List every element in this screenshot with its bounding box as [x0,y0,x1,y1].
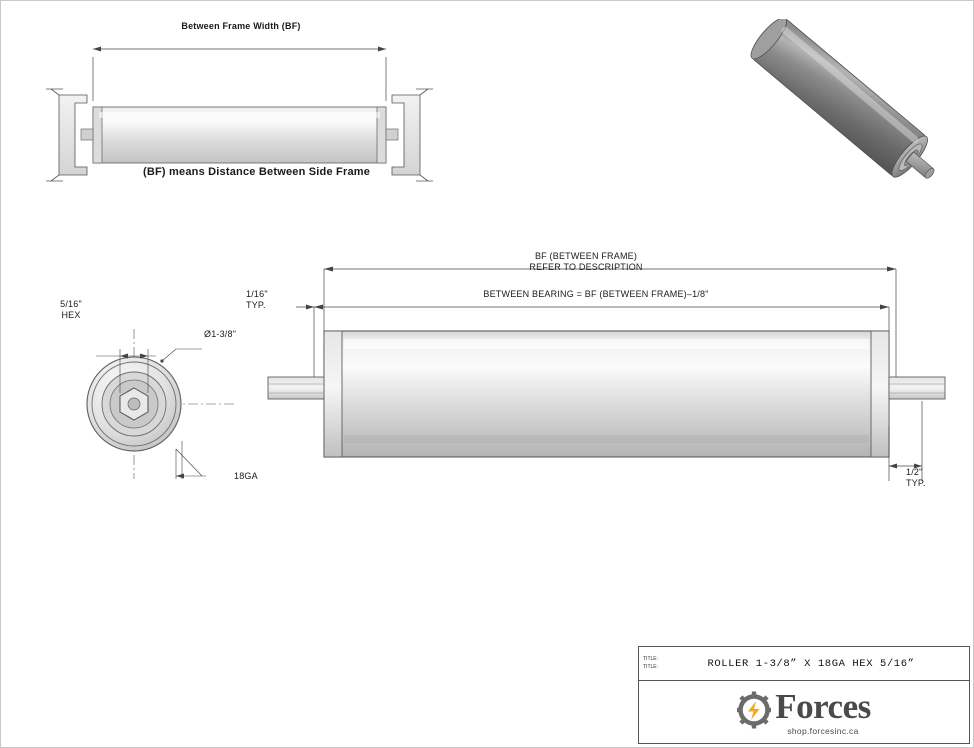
between-bearing-label: BETWEEN BEARING = BF (BETWEEN FRAME)–1/8" [483,289,709,299]
isometric-roller-svg [716,19,961,179]
title-key-line1: TITLE: [643,656,659,662]
hex-size-label-line1: 5/16" [60,299,82,309]
bf-dimension-label: Between Frame Width (BF) [181,21,301,31]
title-block-title-row [639,647,969,681]
diameter-label: Ø1-3/8" [204,329,237,339]
title-block-keys [639,656,673,671]
right-gap-label-line1: 1/2" [906,467,923,477]
left-gap-label-line1: 1/16" [246,289,268,299]
brand-logo [737,686,871,736]
right-gap-label-line2: TYP. [906,478,926,488]
isometric-roller-view [716,19,961,179]
title-block [638,646,970,744]
brand-url: shop.forcesinc.ca [787,725,859,736]
bf-frame-label-line1: BF (BETWEEN FRAME) [534,251,638,261]
frame-view-svg [41,29,441,189]
gauge-label: 18GA [234,471,258,481]
title-key-line2: TITLE: [643,663,659,670]
gear-bolt-icon [737,690,771,734]
brand-name: Forces [775,686,871,726]
hex-size-label-line2: HEX [61,310,81,320]
top-left-frame-view [41,21,441,189]
end-view [56,301,256,501]
bf-caption: (BF) means Distance Between Side Frame [143,166,371,178]
bf-frame-label-line2: REFER TO DESCRIPTION [529,262,643,272]
left-gap-label-line2: TYP. [246,300,266,310]
drawing-title: ROLLER 1-3/8” X 18GA HEX 5/16” [707,657,915,670]
title-block-logo-row [639,681,969,743]
